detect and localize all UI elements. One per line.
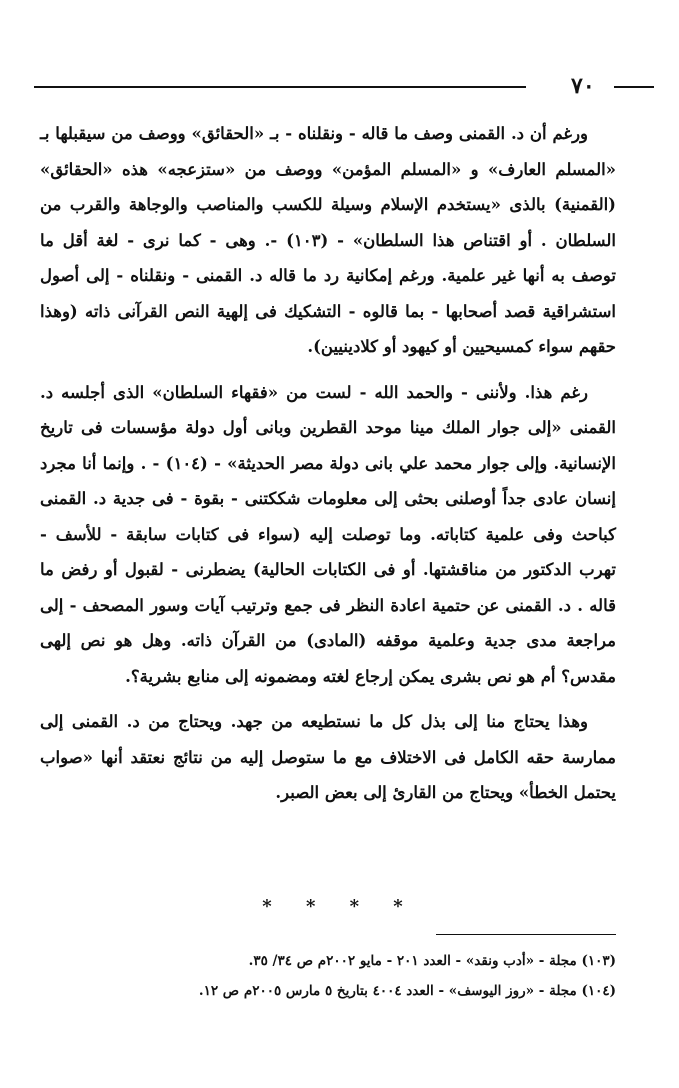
paragraph: ورغم أن د. القمنى وصف ما قاله - ونقلناه - بـ «الحقائق» ووصف من سيقبلها بـ «المسلم العارف» و «المسلم المؤمن» ووصف من «ستزعجه» هذه «الحقائق» (القمنية) بالذى «يستخدم الإسلام وسيلة للكسب والمناصب والوجاهة والقرب من السلطان . أو اقتناص هذا السلطان» - (١٠٣) -. وهى - كما نرى - لغة أقل ما توصف به أنها غير علمية. ورغم إمكانية رد ما قاله د. القمنى - ونقلناه - إلى أصول استشراقية قصد أصحابها - بما قالوه - التشكيك فى إلهية النص القرآنى ذاته (وهذا حقهم سواء كمسيحيين أو كيهود أو كلادينيين). bbox=[40, 124, 616, 356]
body-text bbox=[40, 116, 616, 821]
paragraph: وهذا يحتاج منا إلى بذل كل ما نستطيعه من جهد. ويحتاج من د. القمنى إلى ممارسة حقه الكامل فى الاختلاف مع ما ستوصل إليه من نتائج نعتقد أنها «صواب يحتمل الخطأ» ويحتاج من القارئ إلى بعض الصبر. bbox=[40, 712, 616, 802]
footnote: (١٠٤) مجلة - «روز اليوسف» - العدد ٤٠٠٤ بتاريخ ٥ مارس ٢٠٠٥م ص ١٢. bbox=[198, 983, 616, 999]
page-number: ٧٠ bbox=[571, 73, 595, 99]
footnotes bbox=[150, 946, 616, 1006]
header-rule-right bbox=[614, 86, 654, 88]
section-separator: * * * * bbox=[262, 896, 417, 917]
footnote-rule bbox=[436, 934, 616, 935]
footnote: (١٠٣) مجلة - «أدب ونقد» - العدد ٢٠١ - مايو ٢٠٠٢م ص ٣٤/ ٣٥. bbox=[248, 953, 616, 969]
paragraph: رغم هذا. ولأننى - والحمد الله - لست من «فقهاء السلطان» الذى أجلسه د. القمنى «إلى جوار الملك مينا موحد القطرين وبانى أول دولة مؤسسات فى تاريخ الإنسانية. وإلى جوار محمد علي بانى دولة مصر الحديثة» - (١٠٤) - . وإنما أنا مجرد إنسان عادى جداً أوصلنى بحثى إلى معلومات شككتنى - بقوة - فى جدية د. القمنى كباحث وفى علمية كتاباته. وما توصلت إليه (سواء فى كتابات سابقة - للأسف - تهرب الدكتور من مناقشتها. أو فى الكتابات الحالية) يضطرنى - لقبول أو رفض ما قاله . د. القمنى عن حتمية اعادة النظر فى جمع وترتيب آيات وسور المصحف - إلى مراجعة مدى جدية وعلمية موقفه (المادى) من القرآن ذاته. وهل هو نص إلهى مقدس؟ أم هو نص بشرى يمكن إرجاع لغته ومضمونه إلى منابع بشرية؟. bbox=[40, 382, 616, 686]
page-header bbox=[34, 72, 632, 102]
header-rule-left bbox=[34, 86, 526, 88]
